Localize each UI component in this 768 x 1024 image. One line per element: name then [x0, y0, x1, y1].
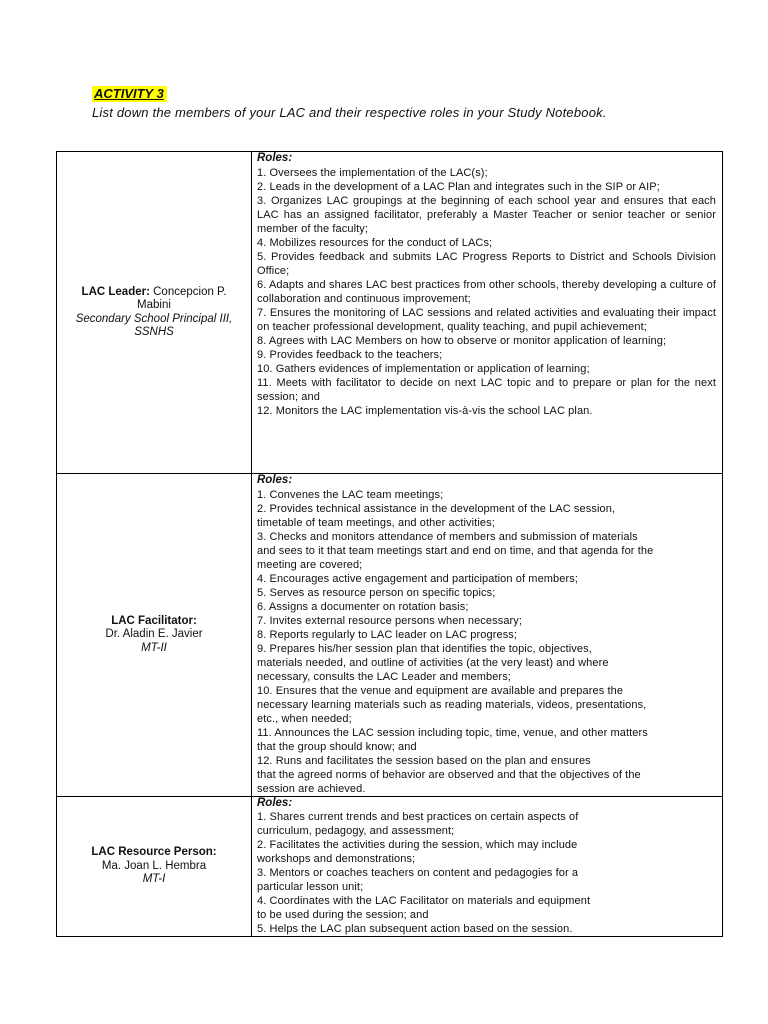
role-item: and sees to it that team meetings start and end on time, and that agenda for the	[257, 544, 654, 557]
role-item: 2. Provides technical assistance in the development of the LAC session,	[257, 502, 616, 515]
member-name: Dr. Aladin E. Javier	[105, 628, 203, 640]
role-item: materials needed, and outline of activities (at the very least) and where	[257, 656, 609, 669]
role-item: particular lesson unit;	[257, 881, 364, 893]
roles-heading: Roles:	[257, 796, 293, 809]
member-title: LAC Facilitator:	[111, 614, 197, 627]
role-item: necessary, consults the LAC Leader and members;	[257, 670, 511, 683]
member-info	[57, 286, 251, 340]
role-item: 4. Mobilizes resources for the conduct of LACs;	[257, 236, 493, 249]
roles-cell-resource-person	[252, 796, 723, 937]
activity-label: ACTIVITY 3	[92, 86, 167, 102]
role-item: 4. Coordinates with the LAC Facilitator on materials and equipment	[257, 895, 591, 907]
role-item: that the group should know; and	[257, 740, 417, 753]
role-item: session are achieved.	[257, 782, 366, 795]
activity-header	[92, 85, 674, 121]
member-info	[57, 846, 251, 887]
role-item: that the agreed norms of behavior are observed and that the objectives of the	[257, 768, 641, 781]
role-item: necessary learning materials such as reading materials, videos, presentations,	[257, 698, 647, 711]
role-item: 2. Facilitates the activities during the session, which may include	[257, 839, 578, 851]
table-row	[57, 474, 723, 797]
member-position: MT-I	[142, 873, 166, 885]
role-item: 11. Announces the LAC session including topic, time, venue, and other matters	[257, 726, 648, 739]
roles-cell-leader	[252, 152, 723, 474]
role-item: 8. Reports regularly to LAC leader on LAC progress;	[257, 628, 518, 641]
role-item: 7. Ensures the monitoring of LAC sessions and related activities and evaluating their impact on teacher professional development, quality teaching, and pupil achievement;	[257, 306, 716, 333]
role-item: 3. Mentors or coaches teachers on content and pedagogies for a	[257, 867, 579, 879]
table-row	[57, 796, 723, 937]
member-name-part: Concepcion P.	[153, 285, 227, 298]
role-item: 6. Adapts and shares LAC best practices from other schools, thereby developing a culture of collaboration and continuous improvement;	[257, 278, 716, 305]
member-title: LAC Leader:	[81, 285, 150, 298]
role-item: 7. Invites external resource persons when necessary;	[257, 614, 523, 627]
role-item: 1. Shares current trends and best practices on certain aspects of	[257, 811, 579, 823]
role-item: 10. Gathers evidences of implementation or application of learning;	[257, 362, 590, 375]
role-item: workshops and demonstrations;	[257, 853, 416, 865]
role-item: 4. Encourages active engagement and participation of members;	[257, 572, 579, 585]
member-cell-leader	[57, 152, 252, 474]
role-item: meeting are covered;	[257, 558, 363, 571]
role-item: 10. Ensures that the venue and equipment are available and prepares the	[257, 684, 624, 697]
table-row	[57, 152, 723, 474]
roles-cell-facilitator	[252, 474, 723, 797]
member-cell-facilitator	[57, 474, 252, 797]
role-item: 12. Monitors the LAC implementation vis-à-vis the school LAC plan.	[257, 404, 593, 417]
role-item: etc., when needed;	[257, 712, 352, 725]
role-item: curriculum, pedagogy, and assessment;	[257, 825, 455, 837]
roles-list	[257, 810, 716, 936]
lac-roles-table	[56, 151, 723, 937]
role-item: 5. Serves as resource person on specific topics;	[257, 586, 496, 599]
role-item: 11. Meets with facilitator to decide on next LAC topic and to prepare or plan for the next session; and	[257, 376, 716, 403]
role-item: 1. Convenes the LAC team meetings;	[257, 488, 444, 501]
roles-heading: Roles:	[257, 474, 293, 486]
role-item: 9. Prepares his/her session plan that identifies the topic, objectives,	[257, 642, 592, 655]
role-item: 8. Agrees with LAC Members on how to observe or monitor application of learning;	[257, 334, 667, 347]
role-item: 9. Provides feedback to the teachers;	[257, 348, 443, 361]
role-item: 5. Helps the LAC plan subsequent action based on the session.	[257, 923, 573, 935]
roles-heading: Roles:	[257, 152, 293, 164]
member-name: Mabini	[137, 299, 171, 311]
member-cell-resource-person	[57, 796, 252, 937]
activity-instructions: List down the members of your LAC and their respective roles in your Study Notebook.	[92, 105, 607, 120]
role-item: 6. Assigns a documenter on rotation basis;	[257, 600, 469, 613]
roles-list	[257, 166, 716, 418]
member-title: LAC Resource Person:	[91, 846, 217, 858]
role-item: 12. Runs and facilitates the session based on the plan and ensures	[257, 754, 591, 767]
role-item: 2. Leads in the development of a LAC Plan and integrates such in the SIP or AIP;	[257, 180, 660, 193]
role-item: 5. Provides feedback and submits LAC Progress Reports to District and Schools Division Office;	[257, 250, 716, 277]
role-item: timetable of team meetings, and other activities;	[257, 516, 495, 529]
role-item: 3. Organizes LAC groupings at the beginning of each school year and ensures that each LAC has an assigned facilitator, preferably a Master Teacher or senior teacher or senior member of the faculty;	[257, 194, 716, 235]
roles-list	[257, 488, 716, 796]
member-name: Ma. Joan L. Hembra	[101, 859, 207, 872]
role-item: 3. Checks and monitors attendance of members and submission of materials	[257, 530, 638, 543]
member-info	[57, 615, 251, 656]
role-item: 1. Oversees the implementation of the LAC(s);	[257, 166, 488, 179]
member-position: MT-II	[141, 641, 167, 654]
role-item: to be used during the session; and	[257, 909, 429, 921]
member-position: Secondary School Principal III, SSNHS	[75, 312, 233, 338]
